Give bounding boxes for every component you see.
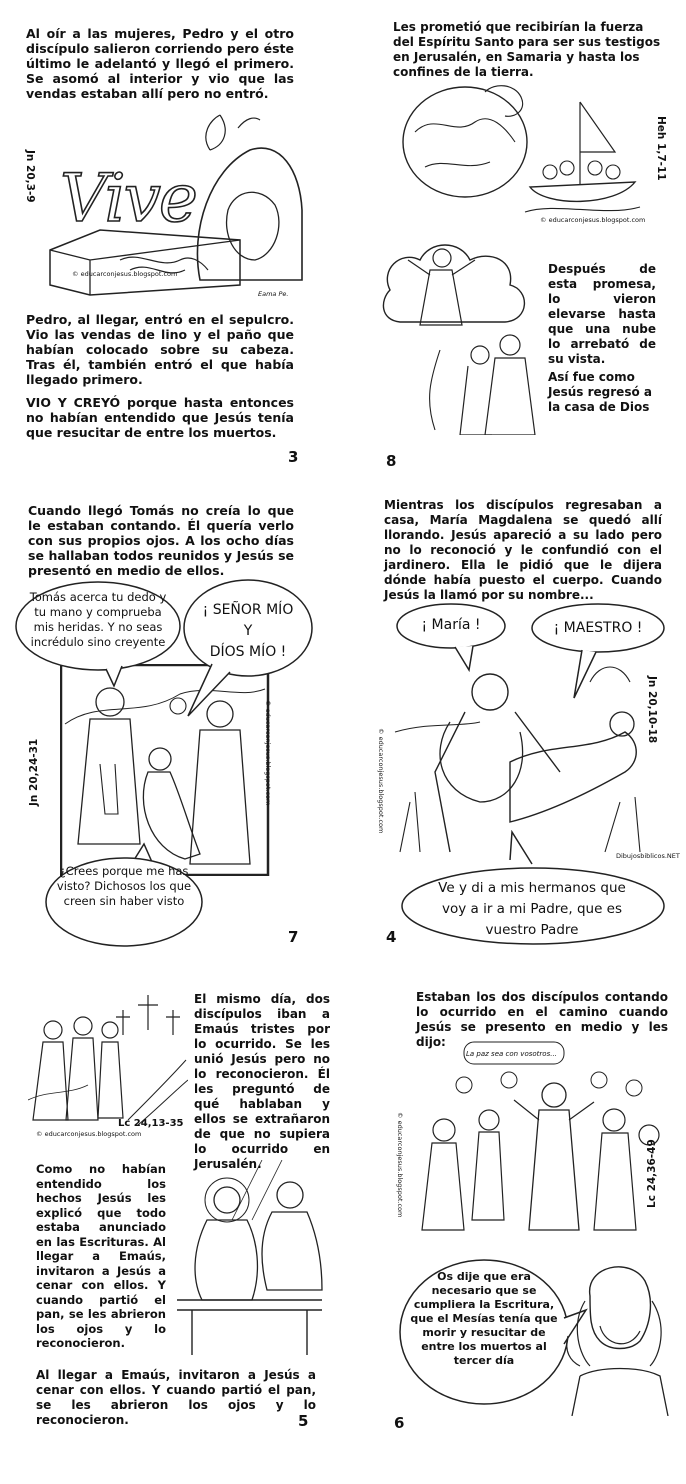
page-8-reference: Heh 1,7-11 [655,116,667,181]
speech-bubble-maestro-text: ¡ MAESTRO ! [553,620,643,636]
speech-bubble-maria-text: ¡ María ! [421,617,481,633]
thomas-line-3: DÍOS MÍO ! [209,644,287,660]
thomas-line-1: ¡ SEÑOR MÍO [202,602,294,618]
page-8-text-side: Después de esta promesa, lo vieron elevarse hasta que una nube lo arrebató de su vista. [548,262,656,366]
page-7-number: 7 [288,928,299,946]
brothers-line-3: vuestro Padre [485,922,579,938]
page-5-reference: Lc 24,13-35 [118,1118,184,1129]
page-7-reference: Jn 20,24-31 [28,738,40,806]
page-6-number: 6 [394,1414,405,1432]
speech-bubble-scripture-text: Os dije que era necesario que se cumpliera la Escritura, que el Mesías tenía que morir y resucitar de entre los muertos al tercer día [410,1270,558,1367]
page-6-credit: © educarconjesus.blogspot.com [396,1112,404,1218]
page-6-text-top: Estaban los dos discípulos contando lo ocurrido en el camino cuando Jesús se presento en medio y les dijo: [416,990,668,1049]
page-5-text-bottom: Al llegar a Emaús, invitaron a Jesús a cenar con ellos. Y cuando partió el pan, se les abrieron los ojos y lo reconocieron. [36,1368,316,1427]
thomas-line-2: Y [243,623,253,639]
page-8-number: 8 [386,452,397,470]
page-3-reference: Jn 20,3-9 [24,150,36,203]
page-4-reference: Jn 20,10-18 [646,676,658,744]
page-8-text-side-2: Así fue como Jesús regresó a la casa de Dios [548,370,652,414]
page-4-number: 4 [386,928,397,946]
page-5-text-side: El mismo día, dos discípulos iban a Emaús tristes por lo ocurrido. Se les unió Jesús pero no lo reconocieron. Él les preguntó de qué hablaban y ellos se extrañaron de que no supiera lo ocurrido en Jerusalén. [194,992,330,1171]
apostles-in-boat-illustration [395,72,645,222]
page-3-text-mid: Pedro, al llegar, entró en el sepulcro. Vio las vendas de lino y el paño que habían colocado sobre su cabeza. Tras él, también entró el que había llegado primero. [26,312,294,387]
page-8-credit: © educarconjesus.blogspot.com [540,216,646,224]
page-5-text-left: Como no habían entendido los hechos Jesús les explicó que todo estaba anunciado en las Escrituras. Al llegar a Emaús, invitaron a Jesús a cenar con ellos. Y cuando partió el pan, se les abrieron los ojos y lo reconocieron. [36,1162,166,1350]
speech-bubble-jesus-text: Tomás acerca tu dedo y tu mano y comprueba mis heridas. Y no seas incrédulo sino creyente [29,590,167,649]
page-5-number: 5 [298,1412,309,1430]
page-5-credit: © educarconjesus.blogspot.com [36,1130,142,1138]
page-7-credit: © educarconjesus.blogspot.com [264,700,272,806]
peace-label: La paz sea con vosotros... [466,1050,557,1058]
page-4-text-top: Mientras los discípulos regresaban a casa, María Magdalena se quedó allí llorando. Jesús apareció a su lado pero no lo reconoció y le confundió con el jardinero. Ella le pidió que le dijera dónde había puesto el cuerpo. Cuando Jesús la llamó por su nombre... [384,498,662,602]
page-3-text-bottom: VIO Y CREYÓ porque hasta entonces no habían entendido que Jesús tenía que resucitar de entre los muertos. [26,395,294,440]
speech-bubble-blessed-text: ¿Crees porque me has visto? Dichosos los que creen sin haber visto [56,864,192,908]
page-3-signature: Eama Pe. [258,290,289,298]
brothers-line-1: Ve y di a mis hermanos que [438,880,626,896]
page-3-credit: © educarconjesus.blogspot.com [72,270,178,278]
ascension-illustration [380,230,545,435]
page-6-reference: Lc 24,36-49 [646,1139,658,1208]
breaking-bread-illustration [172,1160,327,1355]
speech-bubble-thomas-text [190,600,306,663]
jesus-portrait-illustration [560,1256,672,1416]
page-7-text-top: Cuando llegó Tomás no creía lo que le estaban contando. Él quería verlo con sus propios ojos. A los ocho días se hallaban todos reunidos y Jesús se presentó en medio de ellos. [28,503,294,578]
peace-be-with-you-illustration [404,1040,669,1240]
vive-lettering: Vive [60,160,196,237]
page-8-text-top: Les prometió que recibirían la fuerza del Espíritu Santo para ser sus testigos en Jerusalén, en Samaria y hasta los confines de la tierra. [393,20,661,79]
page-4-credit-2: Dibujosbiblicos.NET [616,852,680,860]
page-3-text-top: Al oír a las mujeres, Pedro y el otro discípulo salieron corriendo pero éste último le adelantó y llegó el primero. Se asomó al interior y vio que las vendas estaban allí pero no entró. [26,26,294,101]
page-4-credit: © educarconjesus.blogspot.com [377,728,385,834]
page-3-number: 3 [288,448,299,466]
brothers-line-2: voy a ir a mi Padre, que es [441,901,623,917]
speech-bubble-brothers-text [412,878,652,941]
